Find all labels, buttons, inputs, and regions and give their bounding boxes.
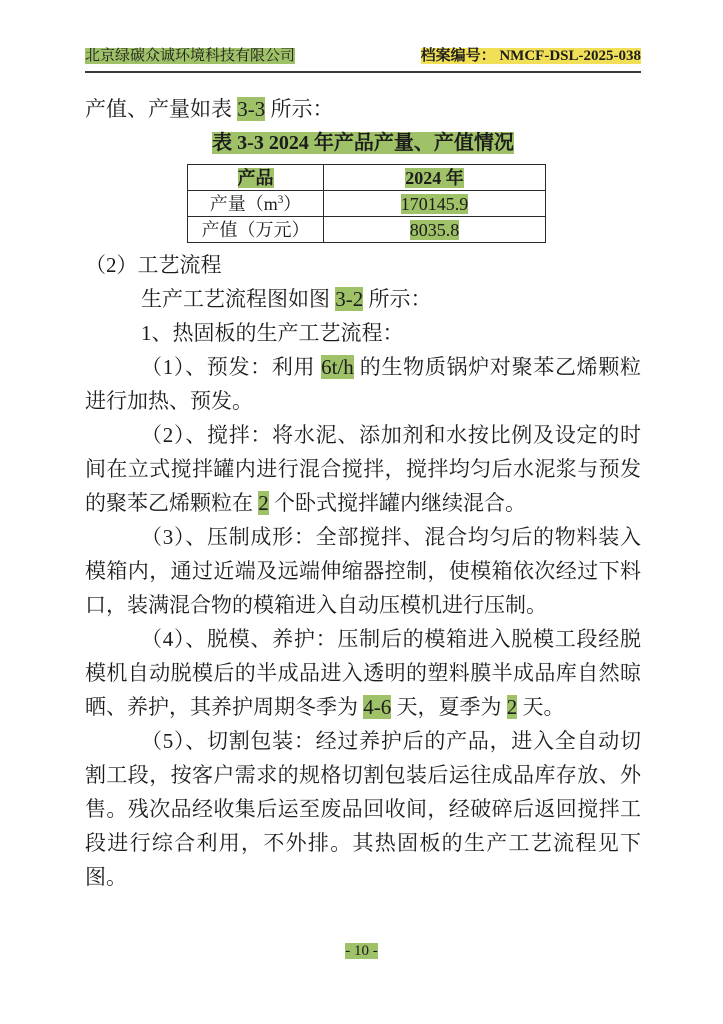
highlighted-text: 产品 — [237, 167, 274, 188]
paragraph-step-3-pressing — [85, 520, 641, 622]
text-run: （2）工艺流程 — [85, 253, 222, 277]
text-run: 3 — [277, 193, 284, 206]
highlighted-text: 2 — [506, 695, 518, 719]
paragraph-flowchart-reference — [85, 282, 641, 316]
table-header-row — [188, 165, 546, 191]
table-header-year-2024 — [324, 165, 546, 191]
text-run: 的生物质锅炉对聚苯乙烯颗粒进行加热、预发。 — [85, 355, 642, 413]
text-run: 天。 — [517, 695, 565, 719]
text-run: 个卧式搅拌罐内继续混合。 — [268, 491, 526, 515]
text-run: 产量（m — [209, 193, 278, 214]
paragraph-step-1-pre-expansion — [85, 350, 641, 418]
text-run: 产值（万元） — [201, 219, 310, 240]
intro-paragraph — [85, 92, 641, 126]
text-run: （2）、搅拌：将水泥、添加剂和水按比例及设定的时间在立式搅拌罐内进行混合搅拌，搅拌均匀后水泥浆与预发的聚苯乙烯颗粒在 — [85, 423, 641, 515]
value-value — [324, 217, 546, 243]
highlighted-text: 2 — [258, 491, 269, 515]
header-company-name — [85, 46, 295, 66]
highlighted-text: 6t/h — [321, 355, 354, 379]
paragraph-step-4-demolding-curing — [85, 622, 641, 724]
text-run: 所示： — [265, 97, 334, 121]
header-archive-number — [421, 46, 641, 66]
page-footer — [0, 940, 723, 962]
highlighted-text: 170145.9 — [400, 193, 469, 214]
highlighted-text: 3-2 — [335, 287, 364, 311]
text-run: （4）、脱模、养护：压制后的模箱进入脱模工段经脱模机自动脱模后的半成品进入透明的塑料膜半成品库自然晾晒、养护，其养护周期冬季为 — [85, 627, 641, 719]
highlighted-text: 档案编号： NMCF-DSL-2025-038 — [420, 48, 641, 64]
section-heading-process-flow — [85, 248, 641, 282]
paragraph-step-2-mixing — [85, 418, 641, 520]
text-run: 1、热固板的生产工艺流程： — [141, 321, 404, 345]
page-number — [345, 943, 378, 959]
paragraph-step-5-cutting-packing — [85, 724, 641, 894]
highlighted-text: 4-6 — [363, 695, 392, 719]
value-label — [188, 217, 324, 243]
paragraph-process-list-title — [85, 316, 641, 350]
page-header — [85, 46, 641, 73]
text-run: 产值、产量如表 — [85, 97, 238, 121]
highlighted-text: 2024 年 — [405, 167, 464, 188]
highlighted-text: 3-3 — [237, 97, 266, 121]
output-label — [188, 191, 324, 217]
text-run: 生产工艺流程图如图 — [141, 287, 336, 311]
text-run: （3）、压制成形：全部搅拌、混合均匀后的物料装入模箱内，通过近端及远端伸缩器控制，使模箱依次经过下料口，装满混合物的模箱进入自动压模机进行压制。 — [85, 525, 641, 617]
production-stats-table — [187, 164, 546, 243]
text-run: ） — [283, 193, 302, 214]
table-header-product — [188, 165, 324, 191]
highlighted-text: 北京绿碳众诚环境科技有限公司 — [85, 48, 296, 64]
text-run: 天，夏季为 — [391, 695, 507, 719]
highlighted-text: 表 3-3 2024 年产品产量、产值情况 — [212, 132, 514, 154]
text-run: （1）、预发：利用 — [141, 355, 322, 379]
table-row-value — [188, 217, 546, 243]
table-caption — [85, 126, 641, 160]
output-value — [324, 191, 546, 217]
highlighted-text: - 10 - — [345, 943, 378, 959]
table-row-output — [188, 191, 546, 217]
text-run: （5）、切割包装：经过养护后的产品，进入全自动切割工段，按客户需求的规格切割包装后运往成品库存放、外售。残次品经收集后运至废品回收间，经破碎后返回搅拌工段进行综合利用，不外排。其热固板的生产工艺流程见下图。 — [85, 729, 641, 889]
highlighted-text: 8035.8 — [409, 219, 460, 240]
text-run: 所示： — [363, 287, 432, 311]
document-body — [85, 92, 641, 894]
